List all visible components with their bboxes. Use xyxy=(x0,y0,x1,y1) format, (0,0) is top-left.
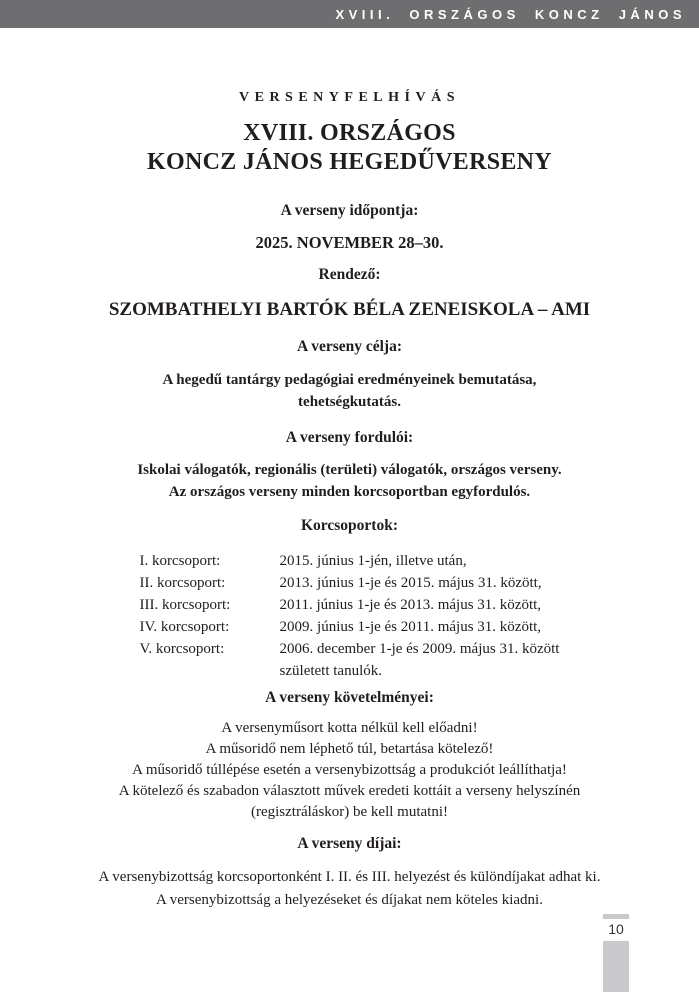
age-groups-table xyxy=(140,550,560,682)
prizes-text-line2: A versenybizottság a helyezéseket és díjakat nem köteles kiadni. xyxy=(156,891,543,908)
age-group-range: 2013. június 1-je és 2015. május 31. között, xyxy=(279,575,542,591)
header-running-title: XVIII. ORSZÁGOS KONCZ JÁNOS xyxy=(335,6,686,22)
age-group-range: 2009. június 1-je és 2011. május 31. között, xyxy=(279,619,542,635)
prizes-section-label: A verseny díjai: xyxy=(297,835,402,852)
age-group-range-line2: született tanulók. xyxy=(279,663,383,679)
organizer-section-label: Rendező: xyxy=(318,266,381,283)
prizes-text-line1: A versenybizottság korcsoportonként I. II. és III. helyezést és különdíjakat adhat ki. xyxy=(98,869,601,885)
document-page xyxy=(0,28,699,911)
age-group-range: 2015. június 1-jén, illetve után, xyxy=(279,553,467,569)
page-number: 10 xyxy=(608,921,624,937)
requirement-line: A műsoridő nem léphető túl, betartása kötelező! xyxy=(205,741,494,757)
age-group-range-line1: 2006. december 1-je és 2009. május 31. között xyxy=(279,641,560,657)
age-groups-table-wrap xyxy=(0,550,699,682)
rounds-text xyxy=(0,459,699,503)
page-margin-tab-small xyxy=(603,914,629,919)
document-title-line2: KONCZ JÁNOS HEGEDŰVERSENY xyxy=(147,149,552,175)
header-bar xyxy=(0,0,699,28)
requirements-text xyxy=(0,718,699,823)
requirements-section-label: A verseny követelményei: xyxy=(265,689,434,706)
requirement-line: A kötelező és szabadon választott művek eredeti kottáit a verseny helyszínén xyxy=(118,783,581,799)
age-group-name: III. korcsoport: xyxy=(139,597,231,613)
requirement-line: A műsoridő túllépése esetén a versenybizottság a produkciót leállíthatja! xyxy=(132,762,567,778)
age-group-range xyxy=(280,638,560,682)
date-section-label: A verseny időpontja: xyxy=(280,202,419,219)
age-group-name: II. korcsoport: xyxy=(139,575,226,591)
prizes-text xyxy=(0,866,699,911)
goal-section-label: A verseny célja: xyxy=(296,338,403,355)
document-kicker: VERSENYFELHÍVÁS xyxy=(239,90,460,105)
goal-text-line2: tehetségkutatás. xyxy=(298,394,401,410)
document-title-line1: XVIII. ORSZÁGOS xyxy=(243,120,456,146)
rounds-text-line1: Iskolai válogatók, regionális (területi) válogatók, országos verseny. xyxy=(137,462,562,478)
age-group-name: V. korcsoport: xyxy=(139,641,225,657)
goal-text xyxy=(0,369,699,413)
age-groups-section-label: Korcsoportok: xyxy=(300,517,398,534)
age-group-row xyxy=(140,572,560,594)
requirement-line: A versenyműsort kotta nélkül kell előadni! xyxy=(221,720,478,736)
organizer-value: SZOMBATHELYI BARTÓK BÉLA ZENEISKOLA – AMI xyxy=(108,299,591,320)
rounds-section-label: A verseny fordulói: xyxy=(285,429,414,446)
age-group-row xyxy=(140,594,560,616)
goal-text-line1: A hegedű tantárgy pedagógiai eredményeinek bemutatása, xyxy=(162,372,537,388)
requirement-line: (regisztráláskor) be kell mutatni! xyxy=(250,804,448,820)
age-group-name: IV. korcsoport: xyxy=(139,619,230,635)
age-group-range: 2011. június 1-je és 2013. május 31. között, xyxy=(279,597,542,613)
age-group-row xyxy=(140,638,560,682)
rounds-text-line2: Az országos verseny minden korcsoportban egyfordulós. xyxy=(168,484,531,500)
date-value: 2025. NOVEMBER 28–30. xyxy=(255,233,444,252)
age-group-name: I. korcsoport: xyxy=(139,553,221,569)
document-title xyxy=(0,119,699,177)
page-margin-tab-large xyxy=(603,941,629,992)
age-group-row xyxy=(140,616,560,638)
age-group-row xyxy=(140,550,560,572)
